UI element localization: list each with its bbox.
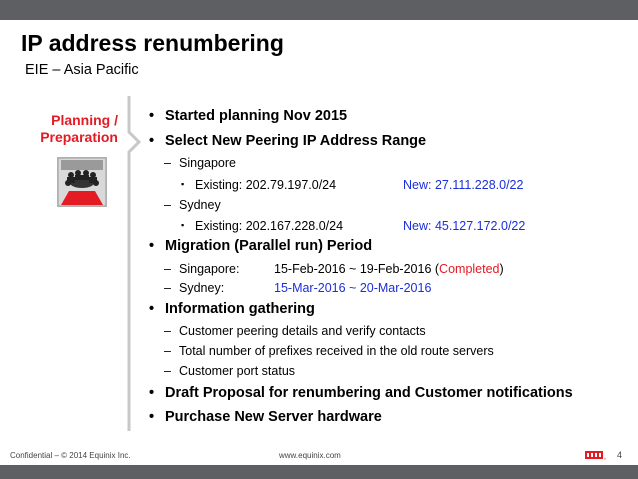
new-range-singapore: New: 27.111.228.0/22	[403, 178, 524, 192]
migration-dates-sydney: 15-Mar-2016 ~ 20-Mar-2016	[274, 281, 432, 295]
bottom-bar	[0, 465, 638, 479]
list-item: – Singapore: 15-Feb-2016 ~ 19-Feb-2016 (Completed)	[164, 262, 504, 276]
status-completed: Completed	[439, 262, 500, 276]
footer-confidential: Confidential – © 2014 Equinix Inc.	[10, 451, 131, 460]
list-item: ▪ Existing: 202.79.197.0/24 New: 27.111.228.0/22	[181, 178, 524, 192]
list-item: – Sydney: 15-Mar-2016 ~ 20-Mar-2016	[164, 281, 432, 295]
list-item: ▪ Existing: 202.167.228.0/24 New: 45.127.172.0/22	[181, 219, 526, 233]
section-label-line2: Preparation	[40, 129, 118, 145]
slide-subtitle: EIE – Asia Pacific	[25, 62, 139, 78]
section-label	[18, 112, 118, 146]
svg-text:®: ®	[604, 457, 607, 461]
equinix-logo-icon	[585, 449, 607, 461]
slide-title: IP address renumbering	[21, 30, 284, 56]
new-range-sydney: New: 45.127.172.0/22	[403, 219, 526, 233]
section-divider	[127, 96, 143, 431]
footer-website: www.equinix.com	[279, 451, 341, 460]
page-number: 4	[617, 450, 623, 460]
meeting-room-icon	[57, 157, 107, 207]
migration-dates-singapore: 15-Feb-2016 ~ 19-Feb-2016 (Completed)	[274, 262, 504, 276]
section-label-line1: Planning /	[51, 112, 118, 128]
top-bar	[0, 0, 638, 20]
